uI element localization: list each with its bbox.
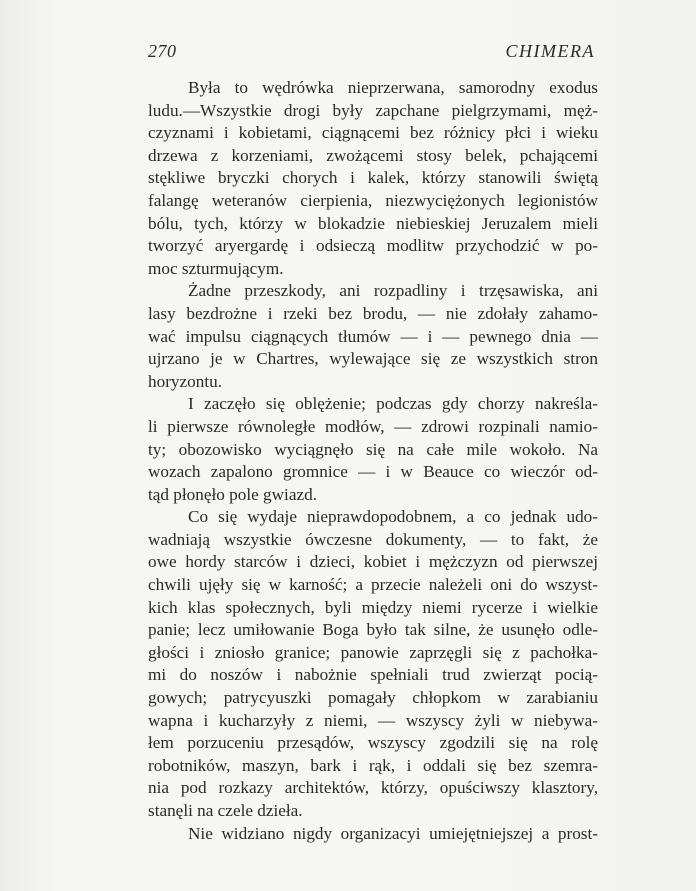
text-line: ludu.—Wszystkie drogi były zapchane pielgrzymami, męż- bbox=[148, 100, 598, 120]
text-line: tąd płonęło pole gwiazd. bbox=[148, 484, 317, 504]
text-line: Żadne przeszkody, ani rozpadliny i trzęsawiska, ani bbox=[188, 281, 598, 301]
text-line: wać impulsu ciągnących tłumów — i — pewnego dnia — bbox=[148, 326, 598, 346]
text-line: tworzyć aryergardę i odsieczą modlitw przychodzić w po- bbox=[148, 236, 598, 256]
text-line: drzewa z korzeniami, zwożącemi stosy belek, pchającemi bbox=[148, 145, 598, 165]
text-line: moc szturmującym. bbox=[148, 258, 284, 278]
text-line: wapna i kucharzyły z niemi, — wszyscy żyli w niebywa- bbox=[148, 710, 598, 730]
text-line: głości i zniosło granice; panowie zaprzęgli się z pachołka- bbox=[148, 642, 598, 662]
text-line: stanęli na czele dzieła. bbox=[148, 801, 303, 820]
text-line: Nie widziano nigdy organizacyi umiejętniejszej a prost- bbox=[188, 823, 598, 843]
text-line: robotników, maszyn, bark i rąk, i oddali się bez szemra- bbox=[148, 755, 598, 775]
text-line: chwili ujęły się w karność; a przecie należeli oni do wszyst- bbox=[148, 575, 598, 595]
text-line: czyznami i kobietami, ciągnącemi bez różnicy płci i wieku bbox=[148, 123, 598, 143]
text-line: Co się wydaje nieprawdopodobnem, a co jednak udo- bbox=[188, 507, 598, 527]
text-line: li pierwsze równoległe modłów, — zdrowi rozpinali namio- bbox=[148, 416, 598, 436]
text-line: falangę weteranów cierpienia, niezwyciężonych legionistów bbox=[148, 190, 598, 210]
text-line: ty; obozowisko wyciągnęło się na całe mile wokoło. Na bbox=[148, 439, 598, 459]
text-line: stękliwe bryczki chorych i kalek, którzy stanowili świętą bbox=[148, 168, 598, 188]
body-text bbox=[148, 77, 598, 845]
page-number: 270 bbox=[148, 41, 177, 61]
text-line: lasy bezdrożne i rzeki bez brodu, — nie zdołały zahamo- bbox=[148, 303, 598, 323]
text-line: I zaczęło się oblężenie; podczas gdy chorzy nakreśla- bbox=[188, 394, 598, 414]
text-line: łem porzuceniu przesądów, wszyscy zgodzili się na rolę bbox=[148, 733, 598, 753]
text-line: mi do noszów i nabożnie spełniali trud zwierząt pocią- bbox=[148, 665, 598, 685]
text-line: wadniają wszystkie ówczesne dokumenty, — to fakt, że bbox=[148, 529, 598, 549]
text-line: bólu, tych, którzy w blokadzie niebieskiej Jeruzalem mieli bbox=[148, 213, 598, 233]
text-line: owe hordy starców i dzieci, kobiet i mężczyzn od pierwszej bbox=[148, 552, 598, 572]
text-line: kich klas społecznych, byli między niemi rycerze i wielkie bbox=[148, 597, 598, 617]
text-line: nia pod rozkazy architektów, którzy, opuściwszy klasztory, bbox=[148, 778, 598, 798]
text-line: ujrzano je w Chartres, wylewające się ze wszystkich stron bbox=[148, 349, 598, 369]
running-title: CHIMERA bbox=[505, 41, 595, 61]
page-header bbox=[148, 41, 595, 63]
text-line: wozach zapalono gromnice — i w Beauce co wieczór od- bbox=[148, 462, 598, 482]
text-line: horyzontu. bbox=[148, 371, 222, 391]
text-line: Była to wędrówka nieprzerwana, samorodny exodus bbox=[188, 78, 598, 97]
text-line: panie; lecz umiłowanie Boga było tak silne, że usunęło odle- bbox=[148, 620, 598, 640]
text-line: gowych; patrycyuszki pomagały chłopkom w zarabianiu bbox=[148, 688, 598, 708]
